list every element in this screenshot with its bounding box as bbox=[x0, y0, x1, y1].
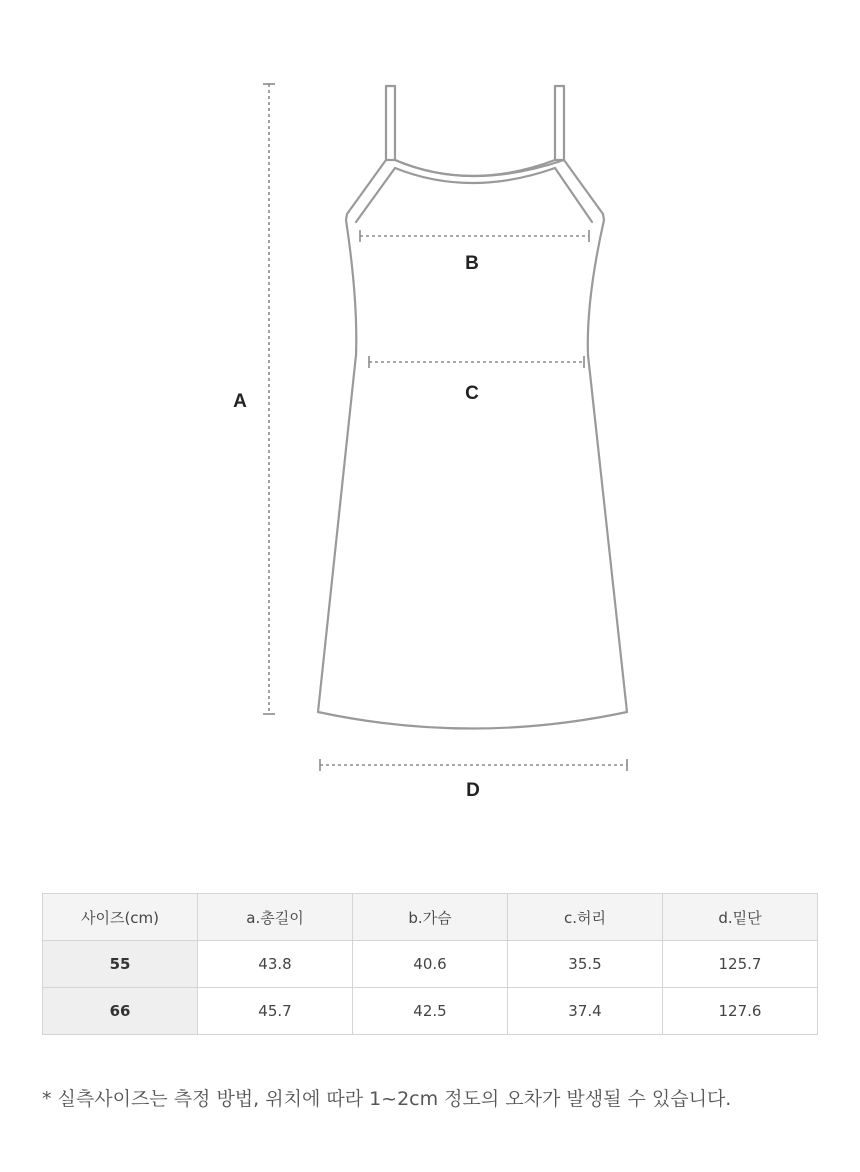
size-table bbox=[42, 893, 818, 1035]
hem-cell: 125.7 bbox=[663, 941, 818, 988]
header-chest: b.가슴 bbox=[353, 894, 508, 941]
chest-cell: 42.5 bbox=[353, 988, 508, 1035]
size-cell: 66 bbox=[43, 988, 198, 1035]
total-length-cell: 45.7 bbox=[198, 988, 353, 1035]
table-header-row bbox=[43, 894, 818, 941]
total-length-cell: 43.8 bbox=[198, 941, 353, 988]
header-size: 사이즈(cm) bbox=[43, 894, 198, 941]
waist-cell: 35.5 bbox=[508, 941, 663, 988]
header-hem: d.밑단 bbox=[663, 894, 818, 941]
label-c: C bbox=[465, 383, 479, 404]
label-b: B bbox=[465, 253, 479, 274]
size-cell: 55 bbox=[43, 941, 198, 988]
right-armhole-binding bbox=[555, 168, 592, 222]
right-strap bbox=[555, 86, 564, 160]
label-a: A bbox=[233, 391, 247, 412]
header-waist: c.허리 bbox=[508, 894, 663, 941]
neckline-binding bbox=[395, 160, 555, 176]
label-d: D bbox=[466, 780, 480, 801]
dress-outline bbox=[318, 160, 627, 729]
waist-cell: 37.4 bbox=[508, 988, 663, 1035]
left-strap bbox=[386, 86, 395, 160]
dress-illustration bbox=[318, 86, 627, 729]
chest-cell: 40.6 bbox=[353, 941, 508, 988]
hem-cell: 127.6 bbox=[663, 988, 818, 1035]
measurement-note: * 실측사이즈는 측정 방법, 위치에 따라 1~2cm 정도의 오차가 발생될 수 있습니다. bbox=[42, 1088, 732, 1110]
measure-lines bbox=[263, 84, 627, 771]
header-total-length: a.총길이 bbox=[198, 894, 353, 941]
table-row bbox=[43, 941, 818, 988]
table-row bbox=[43, 988, 818, 1035]
